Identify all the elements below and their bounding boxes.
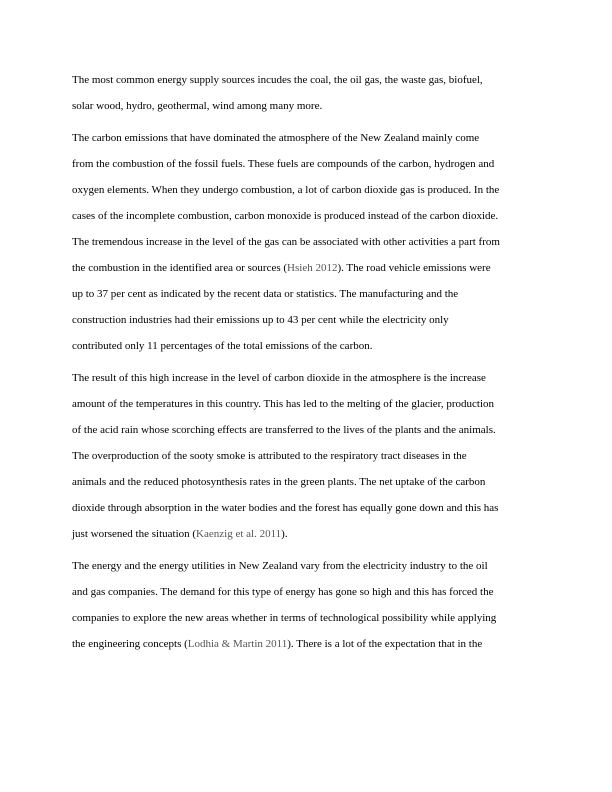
text-line: solar wood, hydro, geothermal, wind among many more. bbox=[72, 100, 323, 112]
text-line: and gas companies. The demand for this type of energy has gone so high and this has forced the bbox=[72, 586, 494, 598]
text-line: construction industries had their emissions up to 43 per cent while the electricity only bbox=[72, 314, 449, 326]
text-segment: ). bbox=[281, 528, 288, 540]
paragraph-climate-effects bbox=[72, 365, 544, 547]
text-line: dioxide through absorption in the water bodies and the forest has equally gone down and this has bbox=[72, 502, 499, 514]
text-line: The result of this high increase in the level of carbon dioxide in the atmosphere is the increase bbox=[72, 372, 486, 384]
text-line: amount of the temperatures in this country. This has led to the melting of the glacier, production bbox=[72, 398, 495, 410]
paragraph-energy-utilities bbox=[72, 553, 544, 657]
citation-lodhia-martin: Lodhia & Martin 2011 bbox=[187, 638, 288, 650]
text-segment: ). The road vehicle emissions were bbox=[337, 262, 491, 274]
text-line: oxygen elements. When they undergo combustion, a lot of carbon dioxide gas is produced. In the bbox=[72, 184, 500, 196]
paragraph-carbon-emissions bbox=[72, 125, 544, 359]
text-line: companies to explore the new areas whether in terms of technological possibility while applying bbox=[72, 612, 497, 624]
text-line: contributed only 11 percentages of the total emissions of the carbon. bbox=[72, 340, 373, 352]
citation-hsieh: Hsieh 2012 bbox=[287, 262, 338, 274]
text-segment: the combustion in the identified area or sources ( bbox=[72, 262, 288, 274]
text-line: from the combustion of the fossil fuels. These fuels are compounds of the carbon, hydrogen and bbox=[72, 158, 495, 170]
text-line: The tremendous increase in the level of the gas can be associated with other activities a part from bbox=[72, 236, 500, 248]
text-line: The overproduction of the sooty smoke is attributed to the respiratory tract diseases in the bbox=[72, 450, 467, 462]
citation-kaenzig: Kaenzig et al. 2011 bbox=[196, 528, 282, 540]
text-line: animals and the reduced photosynthesis rates in the green plants. The net uptake of the carbon bbox=[72, 476, 486, 488]
text-segment: ). There is a lot of the expectation that in the bbox=[287, 638, 483, 650]
text-line: up to 37 per cent as indicated by the recent data or statistics. The manufacturing and the bbox=[72, 288, 459, 300]
text-segment: just worsened the situation ( bbox=[72, 528, 197, 540]
paragraph-energy-sources bbox=[72, 67, 544, 119]
text-line bbox=[72, 631, 544, 657]
text-line: The energy and the energy utilities in New Zealand vary from the electricity industry to the oil bbox=[72, 560, 488, 572]
text-line: of the acid rain whose scorching effects are transferred to the lives of the plants and the animals. bbox=[72, 424, 496, 436]
text-line bbox=[72, 255, 544, 281]
text-line: The most common energy supply sources incudes the coal, the oil gas, the waste gas, biofuel, bbox=[72, 74, 483, 86]
document-body bbox=[72, 67, 544, 657]
text-line bbox=[72, 521, 544, 547]
text-segment: the engineering concepts ( bbox=[72, 638, 188, 650]
text-line: cases of the incomplete combustion, carbon monoxide is produced instead of the carbon dioxide. bbox=[72, 210, 499, 222]
text-line: The carbon emissions that have dominated the atmosphere of the New Zealand mainly come bbox=[72, 132, 480, 144]
